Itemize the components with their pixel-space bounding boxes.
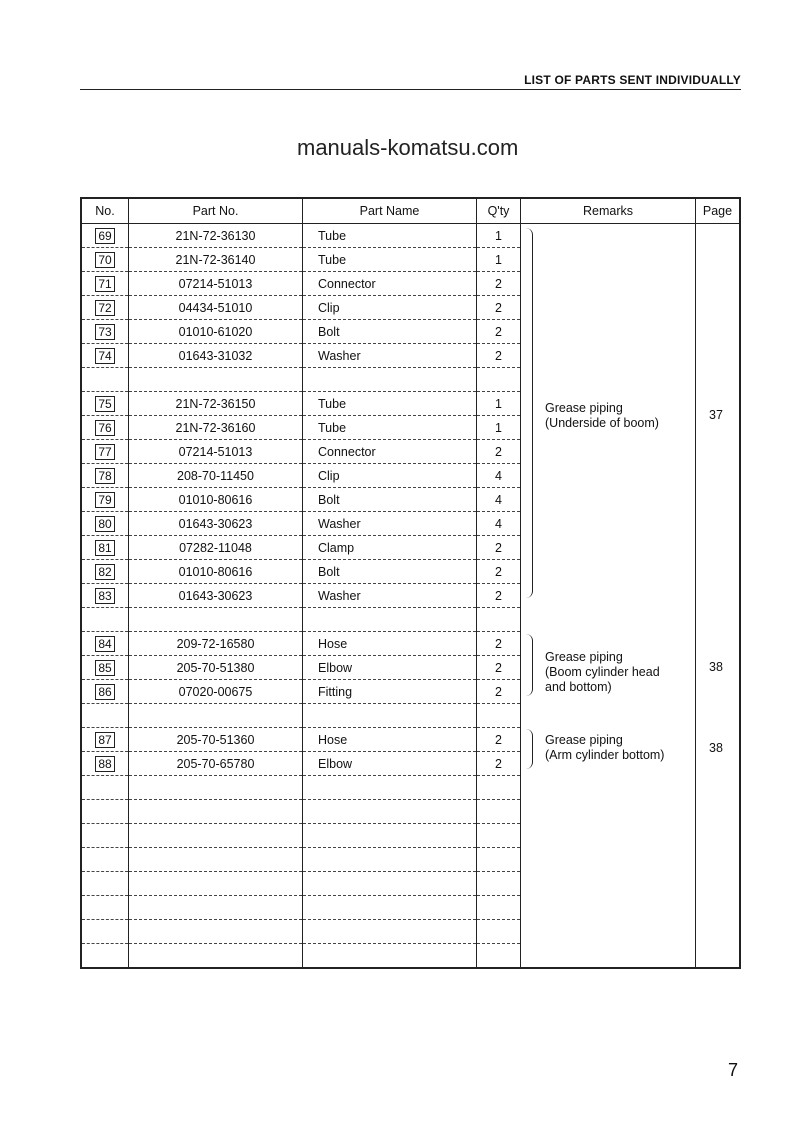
- cell-qty: 2: [477, 560, 521, 584]
- item-number: 82: [95, 564, 114, 580]
- cell-page: [696, 776, 741, 800]
- table-row: [81, 704, 740, 728]
- table-row: [81, 536, 740, 560]
- parts-table: [80, 197, 741, 969]
- cell-part-name: Elbow: [303, 752, 477, 776]
- table-row: [81, 296, 740, 320]
- item-number: 77: [95, 444, 114, 460]
- table-row: [81, 896, 740, 920]
- cell-page: [696, 704, 741, 728]
- table-row: [81, 776, 740, 800]
- col-part-no: Part No.: [129, 198, 303, 224]
- cell-part-name: [303, 824, 477, 848]
- table-row: [81, 272, 740, 296]
- item-number: 73: [95, 324, 114, 340]
- cell-no: [81, 368, 129, 392]
- cell-no: [81, 680, 129, 704]
- cell-no: [81, 296, 129, 320]
- cell-part-no: [129, 704, 303, 728]
- cell-part-name: Washer: [303, 584, 477, 608]
- cell-page: [696, 536, 741, 560]
- cell-part-no: 21N-72-36160: [129, 416, 303, 440]
- cell-part-no: [129, 776, 303, 800]
- cell-remarks: [521, 224, 696, 248]
- cell-remarks: [521, 776, 696, 800]
- cell-no: [81, 944, 129, 969]
- cell-page: [696, 824, 741, 848]
- cell-qty: 4: [477, 488, 521, 512]
- cell-qty: [477, 704, 521, 728]
- table-row: [81, 920, 740, 944]
- cell-part-no: [129, 896, 303, 920]
- cell-part-name: Connector: [303, 440, 477, 464]
- cell-part-name: Hose: [303, 728, 477, 752]
- cell-part-name: Fitting: [303, 680, 477, 704]
- cell-page: [696, 344, 741, 368]
- col-no: No.: [81, 198, 129, 224]
- table-row: [81, 512, 740, 536]
- cell-no: [81, 824, 129, 848]
- cell-qty: [477, 608, 521, 632]
- cell-part-no: [129, 944, 303, 969]
- cell-qty: 2: [477, 680, 521, 704]
- cell-remarks: [521, 440, 696, 464]
- cell-qty: 2: [477, 296, 521, 320]
- cell-no: [81, 848, 129, 872]
- cell-remarks: [521, 368, 696, 392]
- cell-remarks: [521, 824, 696, 848]
- cell-part-name: [303, 368, 477, 392]
- cell-no: [81, 416, 129, 440]
- remarks-group-1: [545, 401, 659, 431]
- cell-part-no: 07214-51013: [129, 440, 303, 464]
- item-number: 85: [95, 660, 114, 676]
- cell-remarks: [521, 896, 696, 920]
- item-number: 80: [95, 516, 114, 532]
- cell-no: [81, 656, 129, 680]
- cell-remarks: [521, 800, 696, 824]
- page-ref-1: 37: [709, 408, 723, 422]
- cell-part-no: [129, 920, 303, 944]
- cell-part-name: [303, 776, 477, 800]
- cell-part-no: [129, 368, 303, 392]
- cell-remarks: [521, 272, 696, 296]
- col-qty: Q'ty: [477, 198, 521, 224]
- table-row: [81, 800, 740, 824]
- cell-part-name: Elbow: [303, 656, 477, 680]
- cell-qty: [477, 824, 521, 848]
- table-row: [81, 320, 740, 344]
- item-number: 70: [95, 252, 114, 268]
- cell-no: [81, 728, 129, 752]
- cell-part-no: 07020-00675: [129, 680, 303, 704]
- cell-qty: 2: [477, 320, 521, 344]
- cell-part-name: [303, 608, 477, 632]
- cell-qty: [477, 800, 521, 824]
- cell-no: [81, 920, 129, 944]
- cell-remarks: [521, 608, 696, 632]
- cell-part-no: [129, 608, 303, 632]
- cell-qty: [477, 896, 521, 920]
- cell-page: [696, 248, 741, 272]
- cell-page: [696, 488, 741, 512]
- remarks-group-2: [545, 650, 660, 695]
- item-number: 83: [95, 588, 114, 604]
- cell-remarks: [521, 920, 696, 944]
- cell-part-no: 21N-72-36150: [129, 392, 303, 416]
- cell-qty: 1: [477, 248, 521, 272]
- remarks-line: (Boom cylinder head: [545, 665, 660, 679]
- cell-page: [696, 944, 741, 969]
- cell-no: [81, 440, 129, 464]
- remarks-line: Grease piping: [545, 650, 623, 664]
- item-number: 88: [95, 756, 114, 772]
- item-number: 74: [95, 348, 114, 364]
- table-row: [81, 824, 740, 848]
- cell-qty: [477, 920, 521, 944]
- cell-part-name: [303, 896, 477, 920]
- cell-qty: 2: [477, 752, 521, 776]
- cell-remarks: [521, 848, 696, 872]
- cell-no: [81, 272, 129, 296]
- cell-no: [81, 872, 129, 896]
- cell-no: [81, 776, 129, 800]
- cell-remarks: [521, 488, 696, 512]
- table-row: [81, 464, 740, 488]
- cell-no: [81, 536, 129, 560]
- page-ref-2: 38: [709, 660, 723, 674]
- table-row: [81, 440, 740, 464]
- cell-part-name: Hose: [303, 632, 477, 656]
- cell-page: [696, 320, 741, 344]
- cell-qty: 2: [477, 728, 521, 752]
- cell-qty: [477, 872, 521, 896]
- table-row: [81, 560, 740, 584]
- cell-no: [81, 896, 129, 920]
- table-header: [81, 198, 740, 224]
- cell-page: [696, 512, 741, 536]
- table-row: [81, 488, 740, 512]
- cell-page: [696, 584, 741, 608]
- table-row: [81, 344, 740, 368]
- watermark: manuals-komatsu.com: [297, 135, 519, 160]
- cell-remarks: [521, 560, 696, 584]
- remarks-line: and bottom): [545, 680, 612, 694]
- cell-no: [81, 560, 129, 584]
- cell-part-no: 209-72-16580: [129, 632, 303, 656]
- item-number: 86: [95, 684, 114, 700]
- cell-part-name: [303, 872, 477, 896]
- cell-part-no: 01010-80616: [129, 488, 303, 512]
- cell-page: [696, 800, 741, 824]
- cell-qty: 2: [477, 344, 521, 368]
- page-ref-3: 38: [709, 741, 723, 755]
- cell-no: [81, 344, 129, 368]
- cell-page: [696, 368, 741, 392]
- cell-qty: 4: [477, 464, 521, 488]
- cell-part-name: [303, 704, 477, 728]
- cell-page: [696, 560, 741, 584]
- page-number: 7: [728, 1060, 739, 1080]
- cell-no: [81, 800, 129, 824]
- cell-remarks: [521, 344, 696, 368]
- cell-part-name: Tube: [303, 248, 477, 272]
- cell-remarks: [521, 320, 696, 344]
- cell-page: [696, 896, 741, 920]
- cell-part-no: 04434-51010: [129, 296, 303, 320]
- cell-no: [81, 512, 129, 536]
- cell-part-no: 205-70-51380: [129, 656, 303, 680]
- table-row: [81, 608, 740, 632]
- col-page: Page: [696, 198, 741, 224]
- cell-no: [81, 632, 129, 656]
- cell-no: [81, 248, 129, 272]
- cell-no: [81, 608, 129, 632]
- cell-qty: 2: [477, 272, 521, 296]
- cell-part-no: 01010-61020: [129, 320, 303, 344]
- cell-qty: 2: [477, 656, 521, 680]
- cell-qty: 1: [477, 224, 521, 248]
- cell-qty: 2: [477, 536, 521, 560]
- cell-part-no: 01010-80616: [129, 560, 303, 584]
- cell-remarks: [521, 248, 696, 272]
- cell-qty: 1: [477, 392, 521, 416]
- item-number: 87: [95, 732, 114, 748]
- item-number: 79: [95, 492, 114, 508]
- cell-part-no: [129, 872, 303, 896]
- table-row: [81, 848, 740, 872]
- cell-qty: [477, 368, 521, 392]
- item-number: 72: [95, 300, 114, 316]
- item-number: 84: [95, 636, 114, 652]
- remarks-line: (Arm cylinder bottom): [545, 748, 665, 762]
- table-row: [81, 248, 740, 272]
- table-row: [81, 368, 740, 392]
- cell-remarks: [521, 464, 696, 488]
- cell-remarks: [521, 872, 696, 896]
- cell-part-name: [303, 848, 477, 872]
- cell-qty: 2: [477, 584, 521, 608]
- cell-part-no: 01643-30623: [129, 584, 303, 608]
- cell-part-name: [303, 920, 477, 944]
- cell-qty: 4: [477, 512, 521, 536]
- cell-page: [696, 272, 741, 296]
- cell-part-no: 01643-31032: [129, 344, 303, 368]
- cell-page: [696, 440, 741, 464]
- cell-part-no: 205-70-65780: [129, 752, 303, 776]
- cell-page: [696, 296, 741, 320]
- cell-remarks: [521, 704, 696, 728]
- brace-icon: [526, 228, 533, 598]
- cell-part-no: [129, 824, 303, 848]
- cell-qty: [477, 848, 521, 872]
- page-title: LIST OF PARTS SENT INDIVIDUALLY: [524, 73, 741, 87]
- cell-page: [696, 608, 741, 632]
- cell-part-name: Clip: [303, 464, 477, 488]
- cell-part-no: 21N-72-36130: [129, 224, 303, 248]
- cell-part-name: Bolt: [303, 560, 477, 584]
- cell-remarks: [521, 296, 696, 320]
- item-number: 71: [95, 276, 114, 292]
- cell-qty: 2: [477, 632, 521, 656]
- cell-part-no: 21N-72-36140: [129, 248, 303, 272]
- remarks-line: Grease piping: [545, 401, 623, 415]
- table-row: [81, 224, 740, 248]
- cell-qty: 1: [477, 416, 521, 440]
- cell-part-no: 07214-51013: [129, 272, 303, 296]
- cell-remarks: [521, 944, 696, 969]
- cell-page: [696, 632, 741, 656]
- cell-no: [81, 320, 129, 344]
- cell-part-name: [303, 800, 477, 824]
- cell-remarks: [521, 512, 696, 536]
- remarks-line: Grease piping: [545, 733, 623, 747]
- cell-qty: [477, 944, 521, 969]
- cell-part-name: Clamp: [303, 536, 477, 560]
- cell-no: [81, 392, 129, 416]
- item-number: 75: [95, 396, 114, 412]
- cell-part-no: 205-70-51360: [129, 728, 303, 752]
- cell-page: [696, 872, 741, 896]
- remarks-group-3: [545, 733, 664, 763]
- cell-qty: [477, 776, 521, 800]
- cell-no: [81, 224, 129, 248]
- cell-part-name: Tube: [303, 392, 477, 416]
- cell-remarks: [521, 584, 696, 608]
- cell-page: [696, 848, 741, 872]
- cell-part-no: 07282-11048: [129, 536, 303, 560]
- cell-part-name: Bolt: [303, 320, 477, 344]
- cell-page: [696, 224, 741, 248]
- item-number: 78: [95, 468, 114, 484]
- brace-icon: [526, 729, 533, 769]
- cell-part-no: [129, 800, 303, 824]
- cell-page: [696, 920, 741, 944]
- cell-page: [696, 680, 741, 704]
- col-remarks: Remarks: [521, 198, 696, 224]
- cell-part-no: 01643-30623: [129, 512, 303, 536]
- cell-qty: 2: [477, 440, 521, 464]
- cell-no: [81, 464, 129, 488]
- cell-no: [81, 488, 129, 512]
- cell-part-name: Connector: [303, 272, 477, 296]
- header-rule: [80, 89, 741, 90]
- table-row: [81, 944, 740, 969]
- brace-icon: [526, 634, 533, 696]
- table-row: [81, 584, 740, 608]
- item-number: 76: [95, 420, 114, 436]
- cell-part-no: 208-70-11450: [129, 464, 303, 488]
- table-row: [81, 872, 740, 896]
- col-part-name: Part Name: [303, 198, 477, 224]
- item-number: 81: [95, 540, 114, 556]
- cell-no: [81, 704, 129, 728]
- cell-part-name: Tube: [303, 416, 477, 440]
- cell-remarks: [521, 536, 696, 560]
- cell-part-name: Tube: [303, 224, 477, 248]
- cell-part-name: Washer: [303, 344, 477, 368]
- cell-part-name: Washer: [303, 512, 477, 536]
- cell-page: [696, 464, 741, 488]
- cell-no: [81, 752, 129, 776]
- cell-no: [81, 584, 129, 608]
- cell-part-name: [303, 944, 477, 969]
- cell-part-name: Bolt: [303, 488, 477, 512]
- remarks-line: (Underside of boom): [545, 416, 659, 430]
- cell-part-name: Clip: [303, 296, 477, 320]
- cell-part-no: [129, 848, 303, 872]
- item-number: 69: [95, 228, 114, 244]
